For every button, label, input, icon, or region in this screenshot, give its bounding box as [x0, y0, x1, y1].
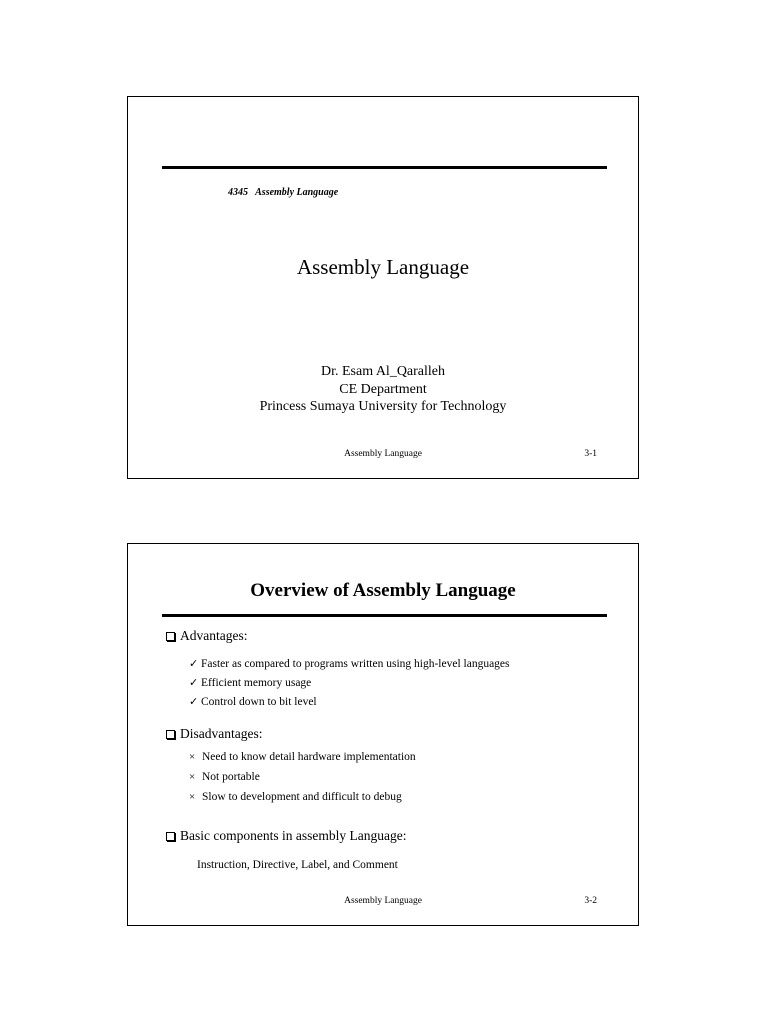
square-bullet-icon — [166, 832, 175, 841]
components-text: Instruction, Directive, Label, and Comment — [197, 859, 398, 871]
advantages-heading-text: Advantages: — [180, 628, 248, 643]
author-block — [128, 363, 638, 416]
page-number: 3-1 — [584, 449, 597, 459]
title-rule — [162, 614, 607, 617]
disadvantages-heading-text: Disadvantages: — [180, 726, 263, 741]
advantages-heading — [166, 628, 247, 644]
slide-title: Overview of Assembly Language — [250, 580, 516, 601]
list-item — [189, 676, 311, 689]
page-number: 3-2 — [584, 896, 597, 906]
square-bullet-icon — [166, 730, 175, 739]
slide-title: Assembly Language — [296, 255, 470, 279]
title-rule — [162, 166, 607, 169]
disadvantages-heading — [166, 726, 262, 742]
list-item-text: Efficient memory usage — [201, 676, 312, 689]
list-item — [189, 751, 416, 763]
department-name: CE Department — [339, 381, 427, 397]
list-item-text: Not portable — [202, 771, 260, 783]
list-item-text: Control down to bit level — [201, 695, 317, 708]
check-icon: ✓ — [189, 677, 199, 689]
slide-2 — [127, 543, 639, 926]
components-heading-text: Basic components in assembly Language: — [180, 828, 407, 843]
list-item — [189, 695, 317, 708]
university-name: Princess Sumaya University for Technology — [259, 399, 507, 414]
components-heading — [166, 828, 406, 844]
slide-1 — [127, 96, 639, 479]
author-name: Dr. Esam Al_Qaralleh — [320, 364, 446, 379]
cross-icon: × — [189, 791, 196, 803]
list-item-text: Need to know detail hardware implementation — [202, 751, 416, 763]
course-label: 4345 Assembly Language — [228, 187, 339, 198]
list-item-text: Slow to development and difficult to debug — [202, 791, 402, 803]
list-item — [189, 791, 402, 803]
check-icon: ✓ — [189, 696, 199, 708]
slide-footer: Assembly Language — [344, 449, 422, 459]
list-item-text: Faster as compared to programs written using high-level languages — [201, 657, 510, 670]
check-icon: ✓ — [189, 658, 199, 670]
cross-icon: × — [189, 751, 196, 763]
cross-icon: × — [189, 771, 196, 783]
list-item — [189, 771, 260, 783]
slide-footer: Assembly Language — [344, 896, 422, 906]
list-item — [189, 657, 510, 670]
square-bullet-icon — [166, 632, 175, 641]
